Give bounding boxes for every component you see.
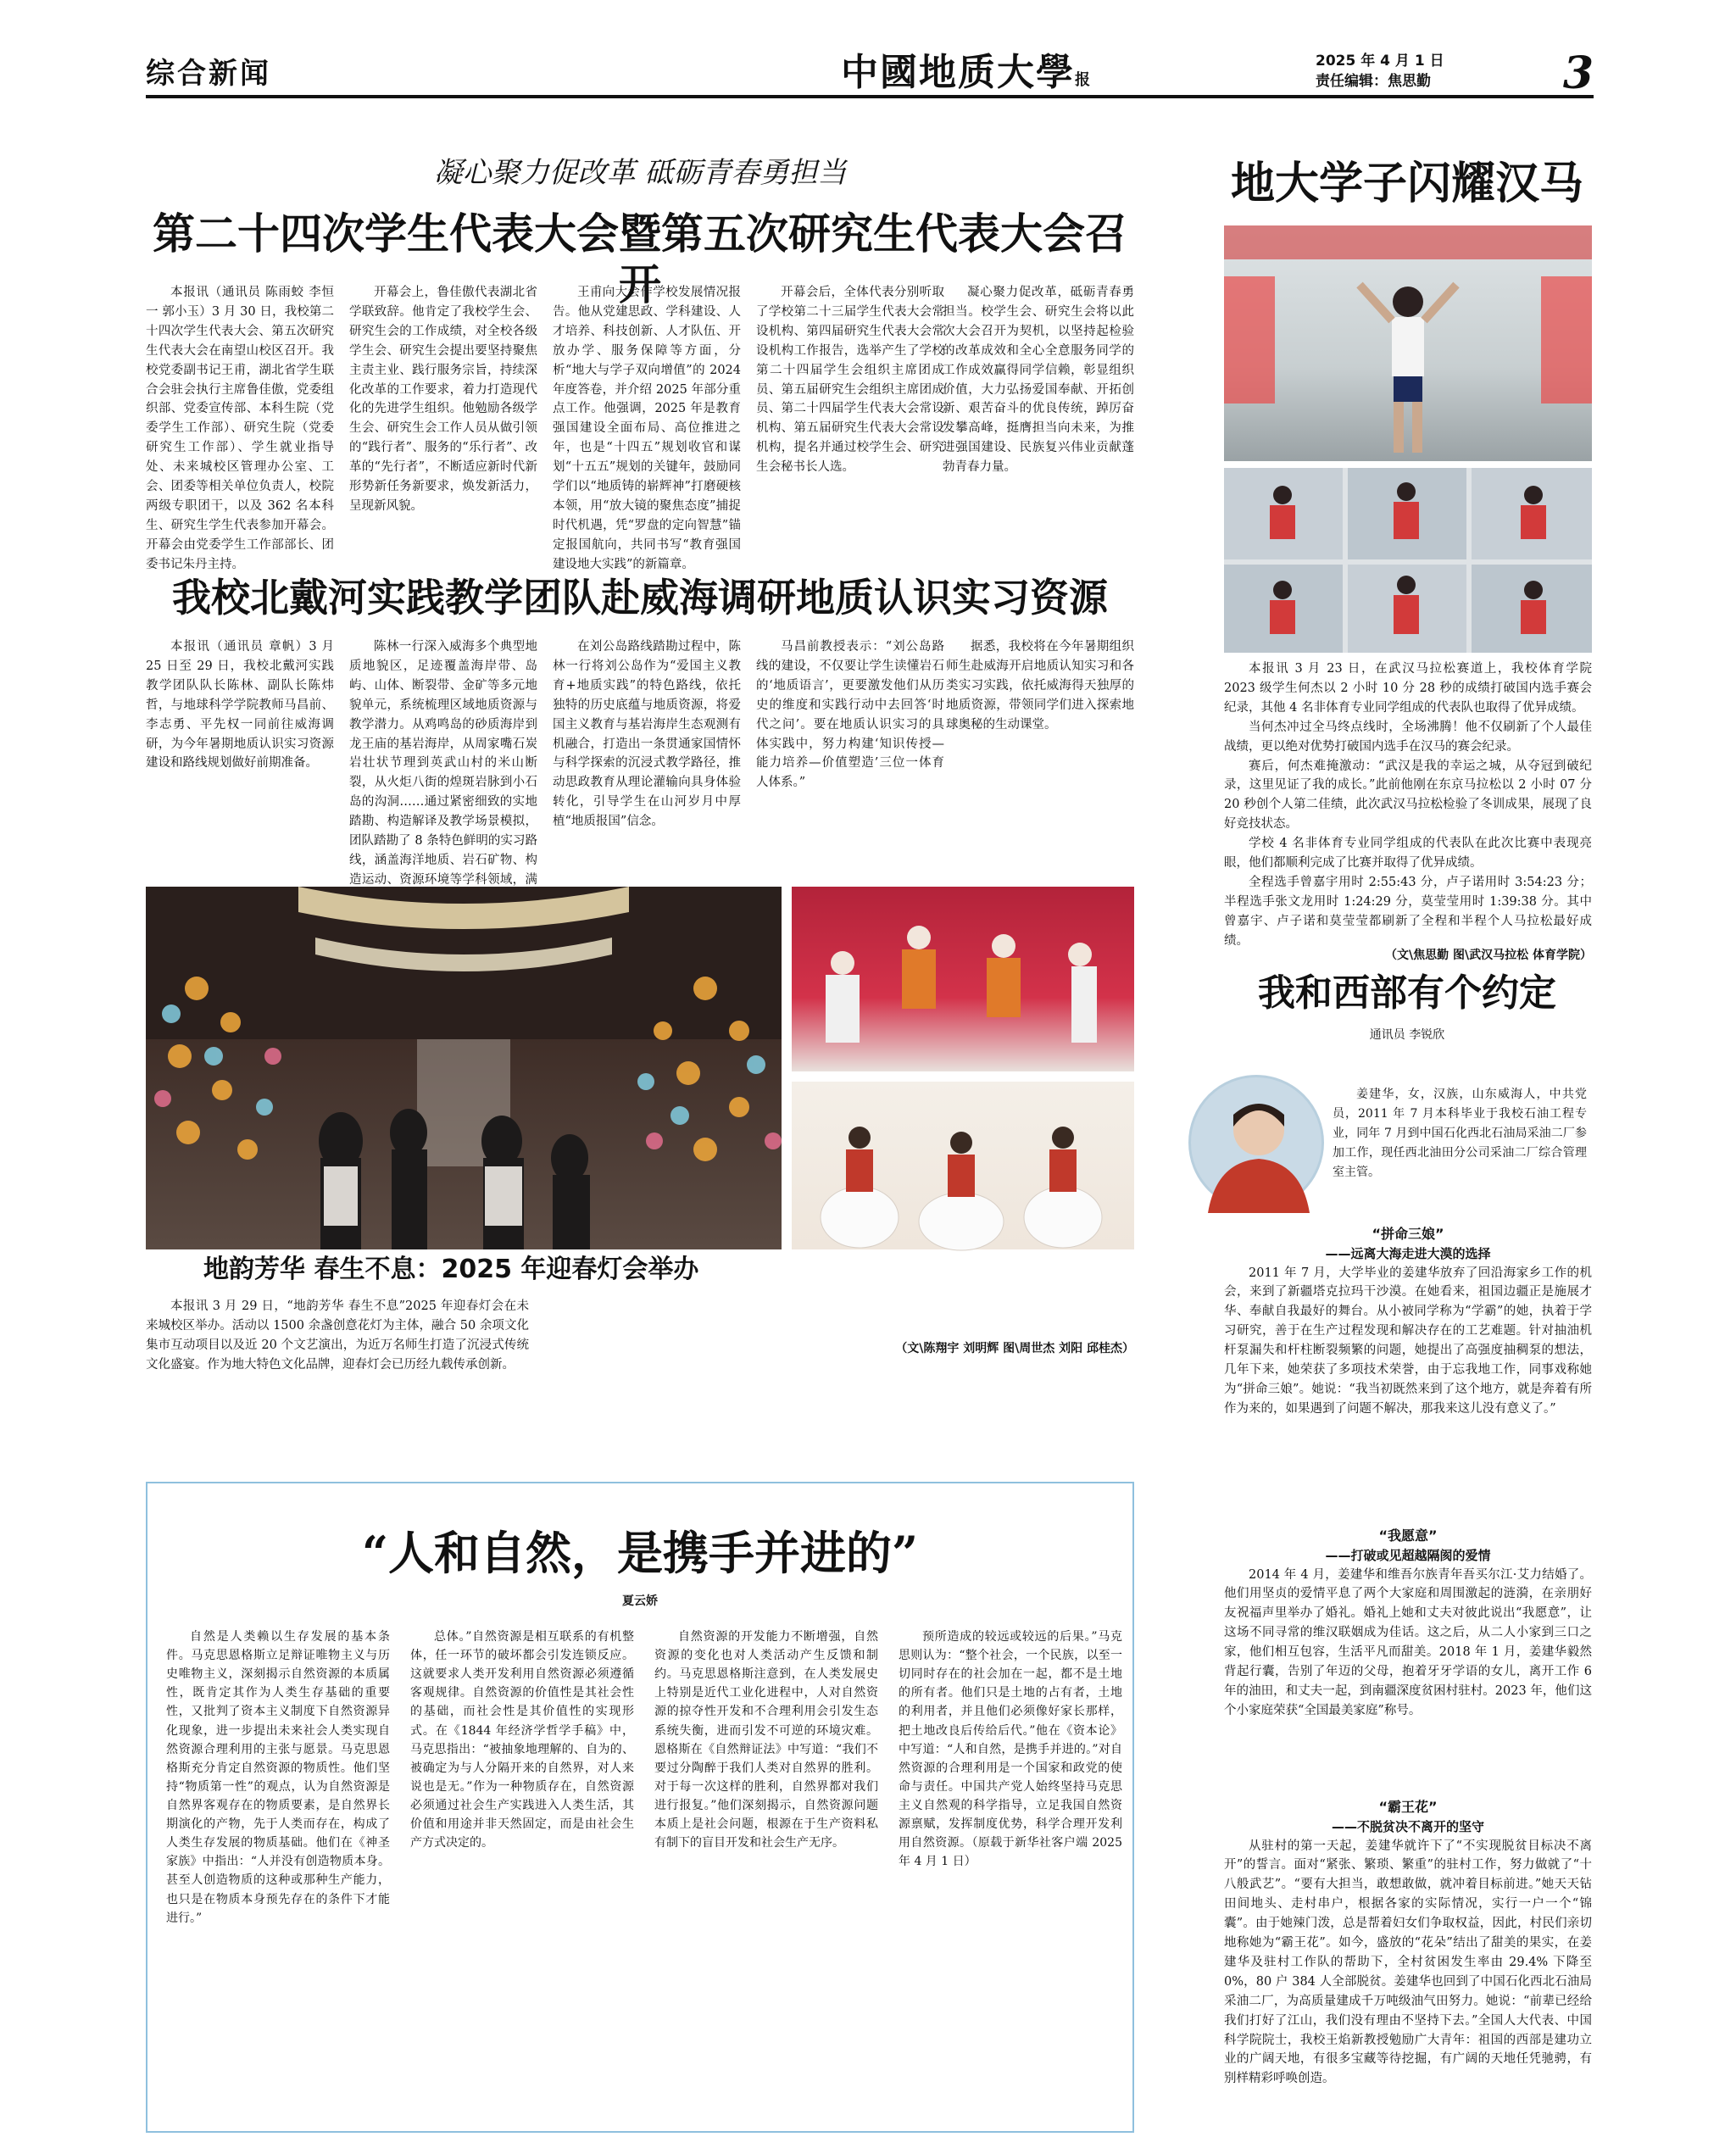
article2-col3: 在刘公岛路线踏勘过程中，陈林一行将刘公岛作为“爱国主义教育+地质实践”的特色路线，依托独特的历史底蕴与地质资源，将爱国主义教育与基岩海岸生态观测有机融合，打造出一条贯通家国情怀与科学探索的沉浸式教学路径，推动思政教育从理论灌输向具身体验转化，引导学生在山河岁月中厚植“地质报国”信念。 <box>553 640 741 829</box>
article5-title: 地大学子闪耀汉马 <box>1230 158 1583 209</box>
section2-sub: ——打破或见超越隔阂的爱情 <box>1325 1548 1491 1563</box>
section3-head: “霸王花” <box>1378 1799 1438 1815</box>
article3-caption: 地韵芳华 春生不息：2025 年迎春灯会举办 <box>203 1255 699 1284</box>
article4-author: 夏云娇 <box>622 1594 658 1608</box>
lantern-festival-photo <box>146 887 782 1249</box>
article6-section1 <box>1224 1224 1592 1518</box>
page-number: 3 <box>1562 47 1594 99</box>
article6-section2 <box>1224 1526 1592 1786</box>
section3-text: 从驻村的第一天起，姜建华就许下了“不实现脱贫目标决不离开”的誓言。面对“紧张、繁琐、繁重”的驻村工作，努力做就了“十八般武艺”。“要有大担当，敢想敢做，就冲着目标前进。”她天天钻田间地头、走村串户，根据各家的实际情况，实行一户一个“锦囊”。由于她辣门泼，总是帮着妇女们争取权益，因此，村民们亲切地称她为“霸王花”。如今，盛放的“花朵”结出了甜美的果实，在姜建华及驻村工作队的帮助下，全村贫困发生率由 29.4% 下降至 0%，80 户 384 人全部脱贫。姜建华也回到了中国石化西北石油局采油二厂，为高质量建成千万吨级油气田努力。她说：“前辈已经给我们打好了江山，我们没有理由不坚持下去。”全国人大代表、中国科学院院士，我校王焰新教授勉励广大青年：祖国的西部是建功立业的广阔天地，有很多宝藏等待挖掘，有广阔的天地任凭驰骋，有别样精彩呼唤创造。 <box>1224 1839 1592 2086</box>
article2-col2: 陈林一行深入威海多个典型地质地貌区，足迹覆盖海岸带、岛屿、山体、断裂带、金矿等多元地貌单元，系统梳理区域地质资源与教学潜力。从鸡鸣岛的砂质海岸到龙王庙的基岩海岸，从周家嘴石炭岩壮状节理到英武山村的米山断裂，从火炬八街的煌斑岩脉到小石岛的沟洞……通过紧密细致的实地踏勘、构造解译及教学场景模拟，团队踏勘了 8 条特色鲜明的实习路线，涵盖海洋地质、岩石矿物、构造运动、资源环境等学科领域，满 <box>349 640 537 887</box>
runners-group-icon <box>1224 468 1592 653</box>
article5-p5: 全程选手曾嘉宇用时 2:55:43 分，卢子诺用时 3:54:23 分；半程选手张文龙用时 1:24:29 分，莫莹莹用时 1:39:38 分。其中曾嘉宇、卢子诺和莫莹莹都刷新了全程和半程个人马拉松最好成绩。 <box>1224 875 1592 948</box>
article4-col1: 自然是人类赖以生存发展的基本条件。马克思恩格斯立足辩证唯物主义与历史唯物主义，深刻揭示自然资源的本质属性，既肯定其作为人类生存基础的重要性，又批判了资本主义制度下自然资源异化现象，进一步提出未来社会人类实现自然资源合理利用的主张与愿景。马克思恩格斯充分肯定自然资源的物质性。他们坚持“物质第一性”的观点，认为自然资源是自然界客观存在的物质要素，是自然界长期演化的产物，先于人类而存在，构成了人类生存发展的物质基础。他们在《神圣家族》中指出：“人并没有创造物质本身。甚至人创造物质的这种或那种生产能力，也只是在物质本身预先存在的条件下才能进行。” <box>166 1630 390 1925</box>
section3-sub: ——不脱贫决不离开的坚守 <box>1331 1819 1484 1834</box>
lantern-scene-icon <box>146 887 782 1249</box>
article6-section3 <box>1224 1797 1592 2130</box>
article2-title: 我校北戴河实践教学团队赴威海调研地质认识实习资源 <box>172 575 1108 620</box>
article5-p2: 当何杰冲过全马终点线时，全场沸腾！他不仅刷新了个人最佳战绩，更以绝对优势打破国内选手在汉马的赛会纪录。 <box>1224 720 1592 754</box>
article5-credit: （文\焦思勤 图\武汉马拉松 体育学院） <box>1385 949 1592 962</box>
article6-byline: 通讯员 李锐欣 <box>1369 1028 1445 1042</box>
logo-suffix: 报 <box>1075 71 1092 89</box>
article3-text-a: 本报讯 3 月 29 日，“地韵芳华 春生不息”2025 年迎春灯会在未来城校区举办。活动以 1500 余盏创意花灯为主体，融合 50 余项文化集市互动项目以及近 20 个文艺演出，为近万名师生打造了沉浸式传统文化盛宴。作为地大特色文化品牌，迎春灯会已历经九载传承创新。 <box>146 1299 529 1372</box>
dancers-white-dress-icon <box>792 1082 1134 1249</box>
article5-text <box>1224 659 1592 965</box>
article4-col2: 总体。”自然资源是相互联系的有机整体，任一环节的破坏都会引发连锁反应。这就要求人类开发利用自然资源必须遵循客观规律。自然资源的价值性是其社会性的基础，而社会性是其价值性的实现形式。在《1844 年经济学哲学手稿》中，马克思指出：“被抽象地理解的、自为的、被确定为与人分隔开来的自然界，对人来说也是无。”作为一种物质存在，自然资源必须通过社会生产实践进入人类生活，其价值和用途并非天然固定，而是由社会生产方式决定的。 <box>410 1630 634 1850</box>
article1-title: 第二十四次学生代表大会暨第五次研究生代表大会召开 <box>153 209 1127 309</box>
editor-credit: 责任编辑：焦思勤 <box>1316 73 1431 90</box>
article5-p1: 本报讯 3 月 23 日，在武汉马拉松赛道上，我校体育学院 2023 级学生何杰以 2 小时 10 分 28 秒的成绩打破国内选手赛会纪录，其他 4 名非体育专业同学组成的代表队也取得了优异成绩。 <box>1224 662 1592 715</box>
article6-bio: 姜建华，女，汉族，山东威海人，中共党员，2011 年 7 月本科毕业于我校石油工程专业，同年 7 月到中国石化西北石油局采油二厂参加工作，现任西北油田分公司采油二厂综合管理室主管。 <box>1333 1088 1587 1180</box>
article1-col3: 王甫向大会作学校发展情况报告。他从党建思政、学科建设、人才培养、科技创新、人才队伍、开放办学、服务保障等方面，分析“地大与学子双向增值”的 2024 年度答卷，并介绍 2025 年部分重点工作。他强调，2025 年是教育强国建设全面布局、高位推进之年，也是“十四五”规划收官和谋划“十五五”规划的关键年，鼓励同学们以“地质铸的崭辉神”打磨硬核本领，用“放大镜的聚焦态度”捕捉时代机遇，凭“罗盘的定向智慧”锚定报国航向，共同书写“教育强国建设地大实践”的新篇章。 <box>553 286 741 571</box>
article3-credit: （文\陈翔宇 刘明辉 图\周世杰 刘阳 邱桂杰） <box>895 1342 1134 1355</box>
article1-col1: 本报讯（通讯员 陈雨蛟 李恒一 郭小玉）3 月 30 日，我校第二十四次学生代表大会、第五次研究生代表大会在南望山校区召开。我校党委副书记王甫，湖北省学生联合会驻会执行主席鲁佳傲，党委组织部、党委宣传部、本科生院（党委学生工作部）、研究生院（党委研究生工作部）、学生就业指导处、未来城校区管理办公室、工会、团委等相关单位负责人，校院两级专职团干，以及 362 名本科生、研究生学生代表参加开幕会。开幕会由党委学生工作部部长、团委书记朱丹主持。 <box>146 286 334 571</box>
section-title: 综合新闻 <box>146 57 271 91</box>
avatar <box>1188 1075 1324 1210</box>
dance-photo-1 <box>792 887 1134 1071</box>
article2-col1: 本报讯（通讯员 章帆）3 月 25 日至 29 日，我校北戴河实践教学团队队长陈林、副队长陈炜哲，与地球科学学院教师马昌前、李志勇、平先权一同前往威海调研，为今年暑期地质认识实习资源建设和路线规划做好前期准备。 <box>146 640 334 771</box>
article1-col4: 开幕会后，全体代表分别听取了学校第二十三届学生代表大会常设机构、第四届研究生代表大会常设机构工作报告，选举产生了学校第二十四届学生会组织主席团成员、第五届研究生会组织主席团成员、第二十四届学生代表大会常设机构、第五届研究生代表大会常设机构，提名并通过校学生会、研究生会秘书长人选。 <box>756 286 944 475</box>
dance-photo-2 <box>792 1082 1134 1249</box>
article4-col4: 预所造成的较远或较远的后果。”马克思则认为：“整个社会，一个民族，以至一切同时存在的社会加在一起，都不是土地的所有者。他们只是土地的占有者，土地的利用者，并且他们必须像好家长那样，把土地改良后传给后代。”他在《资本论》中写道：“人和自然，是携手并进的。”对自然资源的合理利用是一个国家和政党的使命与责任。中国共产党人始终坚持马克思主义自然观的科学指导，立足我国自然资源禀赋，发挥制度优势，科学合理开发利用自然资源。（原载于新华社客户端 2025 年 4 月 1 日） <box>899 1630 1122 1869</box>
portrait-icon <box>1191 1077 1327 1213</box>
article4-col3: 自然资源的开发能力不断增强，自然资源的变化也对人类活动产生反馈和制约。马克思恩格斯注意到，在人类发展史上特别是近代工业化进程中，人对自然资源的掠夺性开发和不合理利用会引发生态系统失衡，进而引发不可逆的环境灾难。恩格斯在《自然辩证法》中写道：“我们不要过分陶醉于我们人类对自然界的胜利。对于每一次这样的胜利，自然界都对我们进行报复。”他们深刻揭示，自然资源问题本质上是社会问题，根源在于生产资料私有制下的盲目开发和社会生产无序。 <box>654 1630 878 1850</box>
article4-title: “人和自然，是携手并进的” <box>361 1526 919 1580</box>
article2-col4: 马昌前教授表示：“刘公岛路线的建设，不仅要让学生读懂岩石的‘地质语言’，更要激发他们从历史的维度和实践行动中去回答‘时代之问’。要在地质认识实习的具体实践中，努力构建‘知识传授—能力培养—价值塑造’三位一体育人体系。” <box>756 640 944 790</box>
section2-text: 2014 年 4 月，姜建华和维吾尔族青年吾买尔江·艾力结婚了。他们用坚贞的爱情平息了两个大家庭和周围激起的涟漪，在亲朋好友祝福声里举办了婚礼。婚礼上她和丈夫对彼此说出“我愿意”，让这场不同寻常的维汉联姻成为佳话。这之后，从二人小家到三口之家，他们相互包容，生活平凡而甜美。2018 年 1 月，姜建华毅然背起行囊，告别了年迈的父母，抱着牙牙学语的女儿，离开工作 6 年的油田，和丈夫一起，到南疆深度贫困村驻村。2023 年，他们这个小家庭荣获“全国最美家庭”称号。 <box>1224 1567 1592 1717</box>
article6-title: 我和西部有个约定 <box>1258 971 1556 1015</box>
masthead <box>146 49 1594 98</box>
newspaper-logo <box>841 49 1092 104</box>
article5-p4: 学校 4 名非体育专业同学组成的代表队在此次比赛中表现亮眼，他们都顺利完成了比赛并取得了优异成绩。 <box>1224 837 1592 871</box>
section1-sub: ——远离大海走进大漠的选择 <box>1325 1246 1491 1261</box>
section2-head: “我愿意” <box>1378 1528 1438 1544</box>
logo-text: 中國地质大學 <box>841 51 1075 94</box>
section1-text: 2011 年 7 月，大学毕业的姜建华放弃了回沿海家乡工作的机会，来到了新疆塔克拉玛干沙漠。在她看来，祖国边疆正是施展才华、奉献自我最好的舞台。从小被同学称为“学霸”的她，执着于学习研究，善于在生产过程发现和解决存在的工艺难题。针对抽油机杆泵漏失和杆柱断裂频繁的问题，她提出了高强度抽稠泵的想法，几年下来，她荣获了多项技术荣誉，由于忘我地工作，同事戏称她为“拼命三娘”。她说：“我当初既然来到了这个地方，就是奔着有所作为来的，如果遇到了问题不解决，那我来这儿没有意义了。” <box>1224 1266 1592 1416</box>
runner-finish-icon <box>1224 225 1592 461</box>
marathon-photo-group <box>1224 468 1592 653</box>
issue-date: 2025 年 4 月 1 日 <box>1316 53 1444 70</box>
dancers-icon <box>792 887 1134 1071</box>
article1-col5: 凝心聚力促改革，砥砺青春勇担当。校学生会、研究生会将以此次大会召开为契机，以坚持起检验的改革成效和全心全意服务同学的工作成效赢得同学信赖，彰显组织价值，大力弘扬爱国奉献、开拓创新、艰苦奋斗的优良传统，踔厉奋发攀高峰，挺膺担当向未来，为推进强国建设、民族复兴伟业贡献蓬勃青春力量。 <box>943 286 1134 475</box>
article2-col5: 据悉，我校将在今年暑期组织师生赴威海开启地质认知实习和各类实习实践，依托威海得天独厚的地质资源，带领同学们进入探索地球奥秘的生动课堂。 <box>946 640 1134 732</box>
section1-head: “拼命三娘” <box>1372 1226 1444 1242</box>
marathon-photo-1 <box>1224 225 1592 461</box>
article1-subtitle: 凝心聚力促改革 砥砺青春勇担当 <box>433 156 847 190</box>
article5-p3: 赛后，何杰难掩激动：“武汉是我的幸运之城，从夺冠到破纪录，这里见证了我的成长。”此前他刚在东京马拉松以 2 小时 07 分 20 秒创个人第二佳绩，此次武汉马拉松检验了冬训成果，展现了良好竞技状态。 <box>1224 759 1592 832</box>
article1-col2: 开幕会上，鲁佳傲代表湖北省学联致辞。他肯定了我校学生会、研究生会的工作成绩，对全校各级学生会、研究生会提出要坚持聚焦主责主业、践行服务宗旨，持续深化改革的工作要求，着力打造现代化的先进学生组织。他勉励各级学生会、研究生会工作人员从做引领的“践行者”、服务的“乐行者”、改革的“先行者”，不断适应新时代新形势新任务新要求，焕发新活力，呈现新风貌。 <box>349 286 537 513</box>
